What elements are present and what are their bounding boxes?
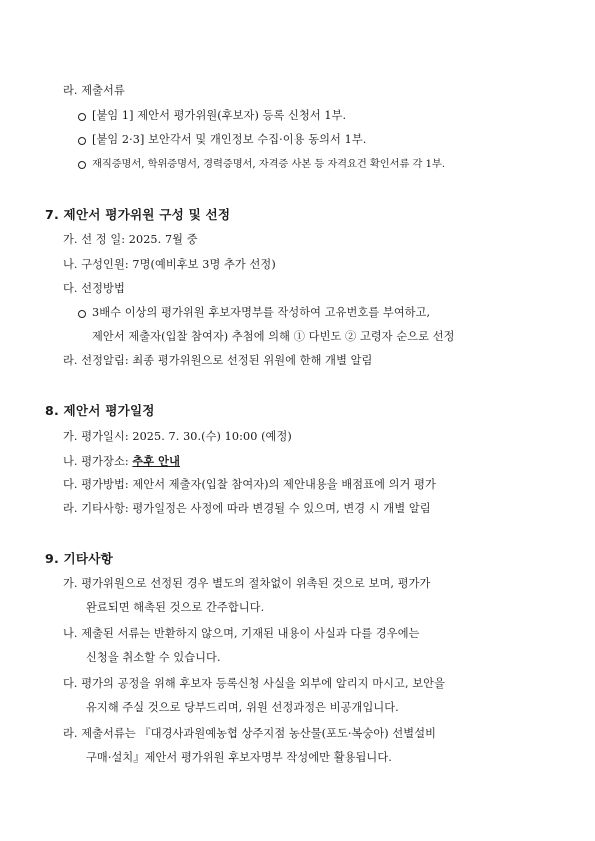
section8-datetime: 가. 평가일시: 2025. 7. 30.(수) 10:00 (예정) <box>63 430 292 443</box>
section9-item-b-line1: 나. 제출된 서류는 반환하지 않으며, 기재된 내용이 사실과 다를 경우에는 <box>63 627 420 640</box>
section7-members: 나. 구성인원: 7명(예비후보 3명 추가 선정) <box>63 258 276 271</box>
section7-date-label: 가. 선 정 일: <box>63 233 126 246</box>
section7-date-value: 2025. 7월 중 <box>128 233 198 246</box>
bullet-circle-icon <box>78 161 86 169</box>
section7-notice: 라. 선정알림: 최종 평가위원으로 선정된 위원에 한해 개별 알림 <box>63 354 373 367</box>
submission-item-1: [붙임 1] 제안서 평가위원(후보자) 등록 신청서 1부. <box>92 109 347 122</box>
section9-item-d-line2: 구매·설치』제안서 평가위원 후보자명부 작성에만 활용됩니다. <box>86 751 392 764</box>
section7-method-label: 다. 선정방법 <box>63 282 125 295</box>
submission-item-3: 재직증명서, 학위증명서, 경력증명서, 자격증 사본 등 자격요건 확인서류 각 1부. <box>92 158 445 170</box>
section8-place-label: 나. 평가장소: <box>63 455 129 468</box>
submission-subheading: 라. 제출서류 <box>63 84 125 97</box>
section8-place-value: 추후 안내 <box>132 454 180 468</box>
bullet-circle-icon <box>78 310 86 318</box>
section9-item-a-line1: 가. 평가위원으로 선정된 경우 별도의 절차없이 위촉된 것으로 보며, 평가가 <box>63 577 431 590</box>
submission-item-2: [붙임 2·3] 보안각서 및 개인정보 수집·이용 동의서 1부. <box>92 133 367 146</box>
section7-date <box>63 233 198 247</box>
section9-item-c-line1: 다. 평가의 공정을 위해 후보자 등록신청 사실을 외부에 알리지 마시고, 보안을 <box>63 677 445 690</box>
section7-method-line1: 3배수 이상의 평가위원 후보자명부를 작성하여 고유번호를 부여하고, <box>92 306 431 319</box>
section8-place <box>63 454 180 469</box>
section9-item-c-line2: 유지해 주실 것으로 당부드리며, 위원 선정과정은 비공개입니다. <box>86 701 399 714</box>
section9-item-b-line2: 신청을 취소할 수 있습니다. <box>86 651 221 664</box>
section9-item-d-line1: 라. 제출서류는 『대경사과원예농협 상주지점 농산물(포도·복숭아) 선별설비 <box>63 727 437 740</box>
section7-heading: 7. 제안서 평가위원 구성 및 선정 <box>45 207 231 222</box>
bullet-circle-icon <box>78 113 86 121</box>
section8-other: 라. 기타사항: 평가일정은 사정에 따라 변경될 수 있으며, 변경 시 개별 알림 <box>63 502 431 515</box>
section8-method: 다. 평가방법: 제안서 제출자(입찰 참여자)의 제안내용을 배점표에 의거 평가 <box>63 478 436 491</box>
section8-heading: 8. 제안서 평가일정 <box>45 403 155 418</box>
bullet-circle-icon <box>78 137 86 145</box>
section7-method-line2: 제안서 제출자(입찰 참여자) 추첨에 의해 ① 다빈도 ② 고령자 순으로 선정 <box>92 330 455 343</box>
section9-heading: 9. 기타사항 <box>45 551 113 566</box>
section9-item-a-line2: 완료되면 해촉된 것으로 간주합니다. <box>86 601 265 614</box>
